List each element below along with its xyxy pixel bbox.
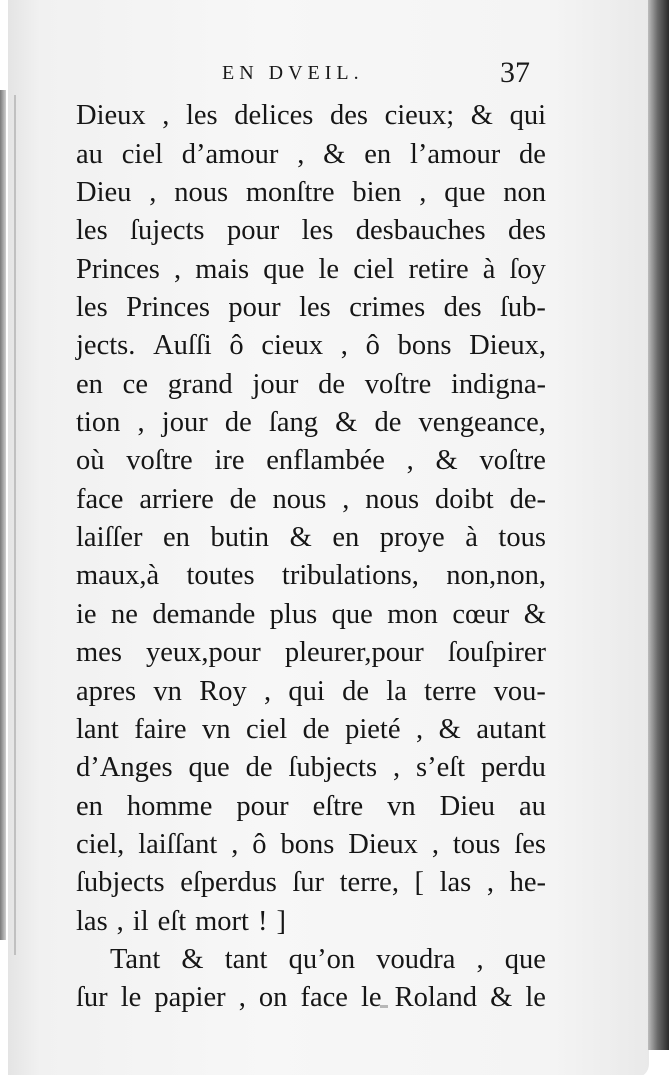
word: mais [195,253,250,285]
word: butin [210,522,270,554]
word: Dieu [439,790,496,822]
word: Roy [199,675,247,707]
word: arriere [139,483,214,515]
word: de [374,407,402,439]
word: que [331,598,373,630]
word: he- [509,867,546,899]
word: & [181,943,204,975]
word: eſtre [312,790,364,822]
text-line [76,439,546,477]
word: indigna- [451,368,546,400]
word: de [245,752,273,784]
text-line [76,976,546,1014]
word: ſujects [130,215,205,247]
word: au [519,790,546,822]
word: le [318,253,340,285]
word: , [476,943,484,975]
word: Auſſi [153,330,212,362]
word: , [231,828,239,860]
word: pleurer,pour [284,637,424,669]
word: & [289,522,312,554]
word: , [149,177,157,209]
word: pour [236,790,289,822]
word: en [76,368,103,400]
word: Dieux [76,100,146,132]
word: maux,à [76,560,160,592]
word: lant [76,713,119,745]
word: ſur [292,867,325,899]
word: bons [397,330,452,362]
word: nous [272,483,327,515]
word: de [229,483,257,515]
word: voſtre [126,445,193,477]
text-line [76,94,546,132]
word: ne [111,598,138,630]
word: , [342,483,350,515]
word: ciel [246,713,288,745]
word: demande [152,598,256,630]
text-line [76,554,546,592]
word: non,non, [446,560,546,592]
word: apres [76,675,137,707]
word: à [482,253,496,285]
word: , [392,752,401,784]
word: les [299,292,331,324]
word: ſubjects [76,867,165,899]
word: tous [498,522,546,554]
word: delices [234,100,314,132]
word: on [258,982,288,1014]
word: Princes [126,292,210,324]
word: , [162,100,170,132]
word: , [238,982,246,1014]
word: enflambée [266,445,385,477]
word: yeux,pour [146,637,261,669]
ink-smudge [380,1005,388,1008]
word: Dieu [76,177,132,209]
word: face [76,483,124,515]
word: le [361,982,382,1014]
text-line [76,401,546,439]
word: les [185,100,218,132]
text-line [76,592,546,630]
word: , [116,905,124,937]
word: , [264,675,272,707]
word: Tant [110,943,161,975]
word: ô [365,330,380,362]
word: voudra [376,943,456,975]
word: monſtre [245,177,335,209]
word: jour [252,368,299,400]
word: jects. [76,330,136,362]
word: & [323,138,346,170]
word: pieté [345,713,401,745]
word: , [137,407,145,439]
word: las [76,905,108,937]
word: à [465,522,478,554]
word: mort [195,905,249,937]
word: en [332,522,360,554]
word: les [301,215,334,247]
word: que [504,943,546,975]
word: ciel, [76,828,125,860]
word: pour [226,215,280,247]
word: tion [76,407,121,439]
word: en [163,522,190,554]
word: le [120,982,142,1014]
word: mon [387,598,438,630]
word: Dieux, [469,330,546,362]
word: tant [224,943,268,975]
text-line [76,286,546,324]
word: les [76,215,108,247]
word: Roland [394,982,477,1014]
word: ! [257,905,268,937]
word: terre, [339,867,399,899]
gutter-crease [14,95,16,955]
text-line [76,324,546,362]
word: [ [414,867,425,899]
word: des [443,292,482,324]
word: , [174,253,182,285]
text-line [76,171,546,209]
word: Princes [76,253,160,285]
word: de [318,368,345,400]
word: doibt [435,483,494,515]
word: ſubjects [288,752,378,784]
word: vn [387,790,416,822]
word: ] [276,905,286,937]
word: , [419,177,427,209]
word: laiſſer [76,522,143,554]
word: l’amour [409,138,501,170]
text-line [76,362,546,400]
word: , [297,138,305,170]
word: eſt [157,905,187,937]
word: & [438,713,461,745]
word: en [364,138,392,170]
word: tribulations, [281,560,419,592]
word: tous [452,828,501,860]
word: & [523,598,546,630]
text-line [76,631,546,669]
word: nous [365,483,420,515]
word: toutes [186,560,255,592]
word: d’amour [181,138,279,170]
word: de [224,407,252,439]
word: , [406,445,414,477]
page-number: 37 [500,56,530,89]
word: terre [424,675,477,707]
word: & [470,100,493,132]
word: de [302,713,330,745]
word: en [76,790,103,822]
word: qui [288,675,325,707]
word: grand [167,368,233,400]
word: de- [509,483,546,515]
word: face [300,982,348,1014]
word: perdu [481,752,546,784]
word: s’eſt [416,752,466,784]
text-line [76,477,546,515]
word: ciel [121,138,163,170]
word: ſur [76,982,108,1014]
word: que [444,177,486,209]
word: autant [476,713,546,745]
word: bien [352,177,402,209]
word: des [329,100,368,132]
word: vn [153,675,182,707]
running-head: EN DVEIL. [222,62,364,84]
word: vengeance, [418,407,546,439]
word: & [435,445,458,477]
word: , [415,713,424,745]
word: le [525,982,546,1014]
word: laiſſant [138,828,218,860]
word: & [335,407,358,439]
word: ſoy [509,253,546,285]
word: ciel [353,253,395,285]
word: jour [161,407,208,439]
word: mes [76,637,122,669]
word: de [342,675,370,707]
word: , [340,330,348,362]
word: retire [408,253,469,285]
word: où [76,445,105,477]
text-line [76,247,546,285]
word: proye [379,522,445,554]
word: , [486,867,494,899]
word: ſes [514,828,546,860]
text-line [76,899,546,937]
text-line [76,209,546,247]
word: pour [228,292,281,324]
left-binding-shadow [0,90,6,940]
word: cieux; [384,100,455,132]
word: qui [509,100,546,132]
word: cieux [261,330,324,362]
word: cœur [452,598,510,630]
bottom-margin [0,1075,669,1088]
word: ô [252,828,267,860]
word: crimes [349,292,426,324]
text-line [76,861,546,899]
body-text [76,94,546,1014]
word: de [519,138,546,170]
word: que [263,253,305,285]
word: eſperdus [180,867,277,899]
word: nous [174,177,229,209]
word: que [188,752,230,784]
word: ire [214,445,245,477]
word: , [431,828,439,860]
word: desbauches [355,215,486,247]
word: qu’on [288,943,356,975]
paragraph-first-line [76,938,546,976]
text-line [76,708,546,746]
text-line [76,516,546,554]
word: & [490,982,513,1014]
text-line [76,132,546,170]
text-line [76,669,546,707]
word: vn [201,713,231,745]
word: voſtre [479,445,546,477]
word: il [132,905,149,937]
word: plus [269,598,318,630]
word: vou- [493,675,546,707]
word: bons [280,828,335,860]
word: voſtre [364,368,432,400]
word: au [76,138,103,170]
word: non [503,177,546,209]
text-line [76,823,546,861]
word: ô [229,330,244,362]
word: ſub- [500,292,546,324]
word: ce [122,368,148,400]
word: les [76,292,108,324]
word: papier [154,982,226,1014]
word: homme [126,790,213,822]
word: ſang [268,407,318,439]
word: ie [76,598,97,630]
word: Dieux [348,828,418,860]
word: d’Anges [76,752,173,784]
word: la [386,675,407,707]
word: las [439,867,472,899]
text-line [76,746,546,784]
right-page-edge-shadow [648,0,669,1050]
word: faire [134,713,187,745]
text-line [76,784,546,822]
word: ſouſpirer [447,637,546,669]
word: des [507,215,546,247]
